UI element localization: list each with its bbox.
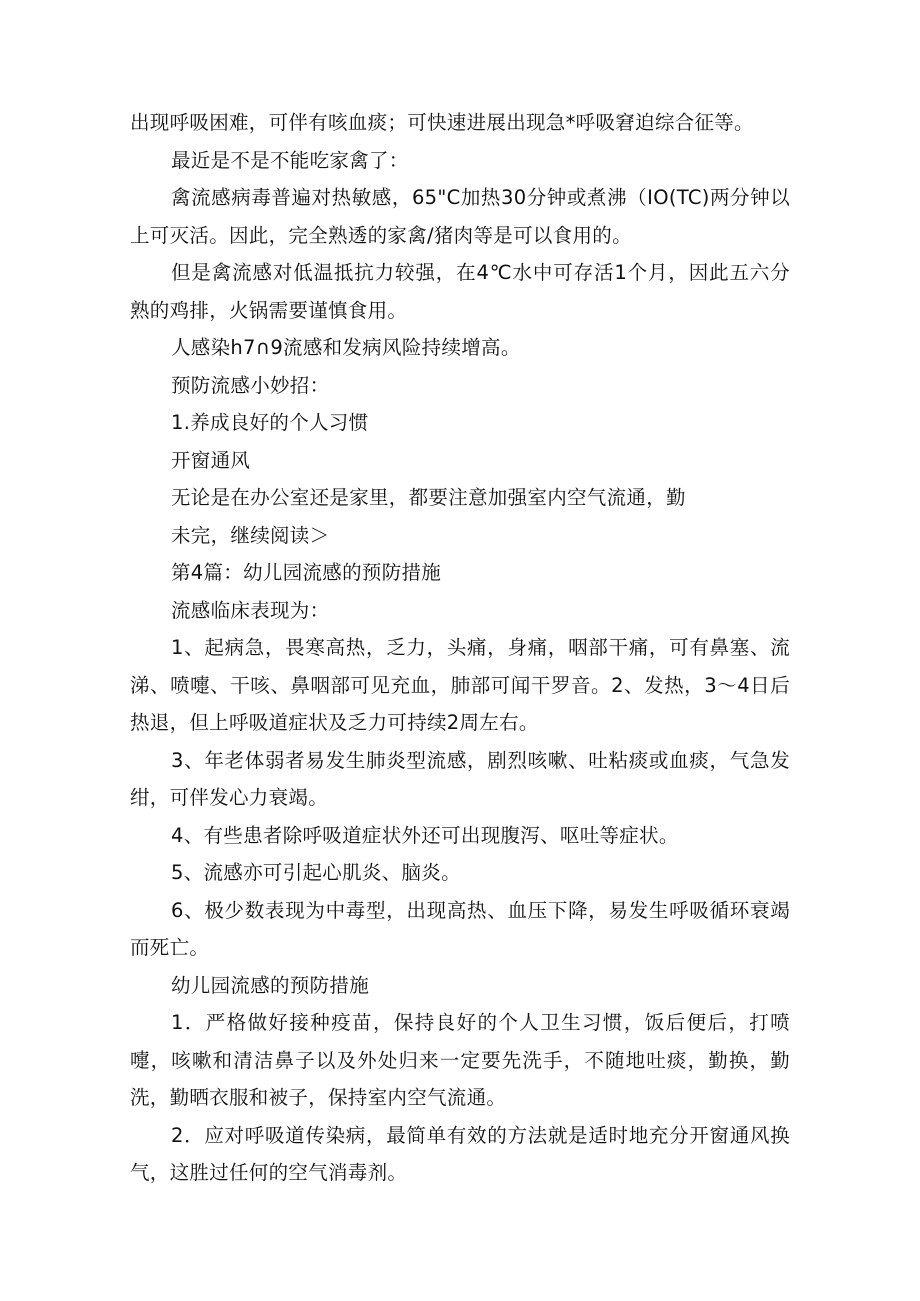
continue-reading-link[interactable]: 未完，继续阅读＞ bbox=[171, 523, 330, 547]
paragraph-prevention-tips-heading: 预防流感小妙招： bbox=[171, 373, 330, 397]
paragraph-poultry-question: 最近是不是不能吃家禽了： bbox=[171, 148, 409, 172]
paragraph-heat-sensitivity: 禽流感病毒普遍对热敏感，65"C加热30分钟或煮沸（IO(TC)两分钟以上可灭活。因此，完全熟透的家禽/猪肉等是可以食用的。 bbox=[130, 186, 790, 247]
paragraph-respiratory-distress: 出现呼吸困难，可伴有咳血痰；可快速进展出现急*呼吸窘迫综合征等。 bbox=[130, 111, 754, 134]
paragraph-measure-1: 1．严格做好接种疫苗，保持良好的个人卫生习惯，饭后便后，打喷嚏，咳嗽和清洁鼻子以及外处归来一定要先洗手，不随地吐痰，勤换，勤洗，勤晒衣服和被子，保持室内空气流通。 bbox=[130, 1011, 790, 1109]
paragraph-symptom-4: 4、有些患者除呼吸道症状外还可出现腹泻、呕吐等症状。 bbox=[171, 823, 679, 847]
paragraph-symptom-6: 6、极少数表现为中毒型，出现高热、血压下降，易发生呼吸循环衰竭而死亡。 bbox=[130, 898, 790, 959]
paragraph-symptom-3: 3、年老体弱者易发生肺炎型流感，剧烈咳嗽、吐粘痰或血痰，气急发绀，可伴发心力衰竭。 bbox=[130, 748, 790, 809]
paragraph-clinical-heading: 流感临床表现为： bbox=[171, 598, 330, 622]
paragraph-measure-2: 2．应对呼吸道传染病，最简单有效的方法就是适时地充分开窗通风换气，这胜过任何的空气消毒剂。 bbox=[130, 1123, 790, 1184]
paragraph-symptom-5: 5、流感亦可引起心肌炎、脑炎。 bbox=[171, 861, 461, 884]
paragraph-ventilation: 开窗通风 bbox=[171, 448, 251, 472]
paragraph-low-temperature: 但是禽流感对低温抵抗力较强，在4℃水中可存活1个月，因此五六分熟的鸡排，火锅需要谨慎食用。 bbox=[130, 261, 790, 322]
paragraph-symptom-1: 1、起病急，畏寒高热，乏力，头痛，身痛，咽部干痛，可有鼻塞、流涕、喷嚏、干咳、鼻咽部可见充血，肺部可闻干罗音。2、发热，3～4日后热退，但上呼吸道症状及乏力可持续2周左右。 bbox=[130, 636, 790, 734]
paragraph-personal-habits: 1.养成良好的个人习惯 bbox=[171, 411, 369, 434]
paragraph-h7n9-risk: 人感染h7∩9流感和发病风险持续增高。 bbox=[171, 336, 521, 359]
section-title-kindergarten: 第4篇：幼儿园流感的预防措施 bbox=[171, 561, 442, 584]
document-body bbox=[130, 104, 790, 1192]
paragraph-kindergarten-heading: 幼儿园流感的预防措施 bbox=[171, 973, 370, 997]
paragraph-indoor-air: 无论是在办公室还是家里，都要注意加强室内空气流通，勤 bbox=[171, 486, 686, 509]
